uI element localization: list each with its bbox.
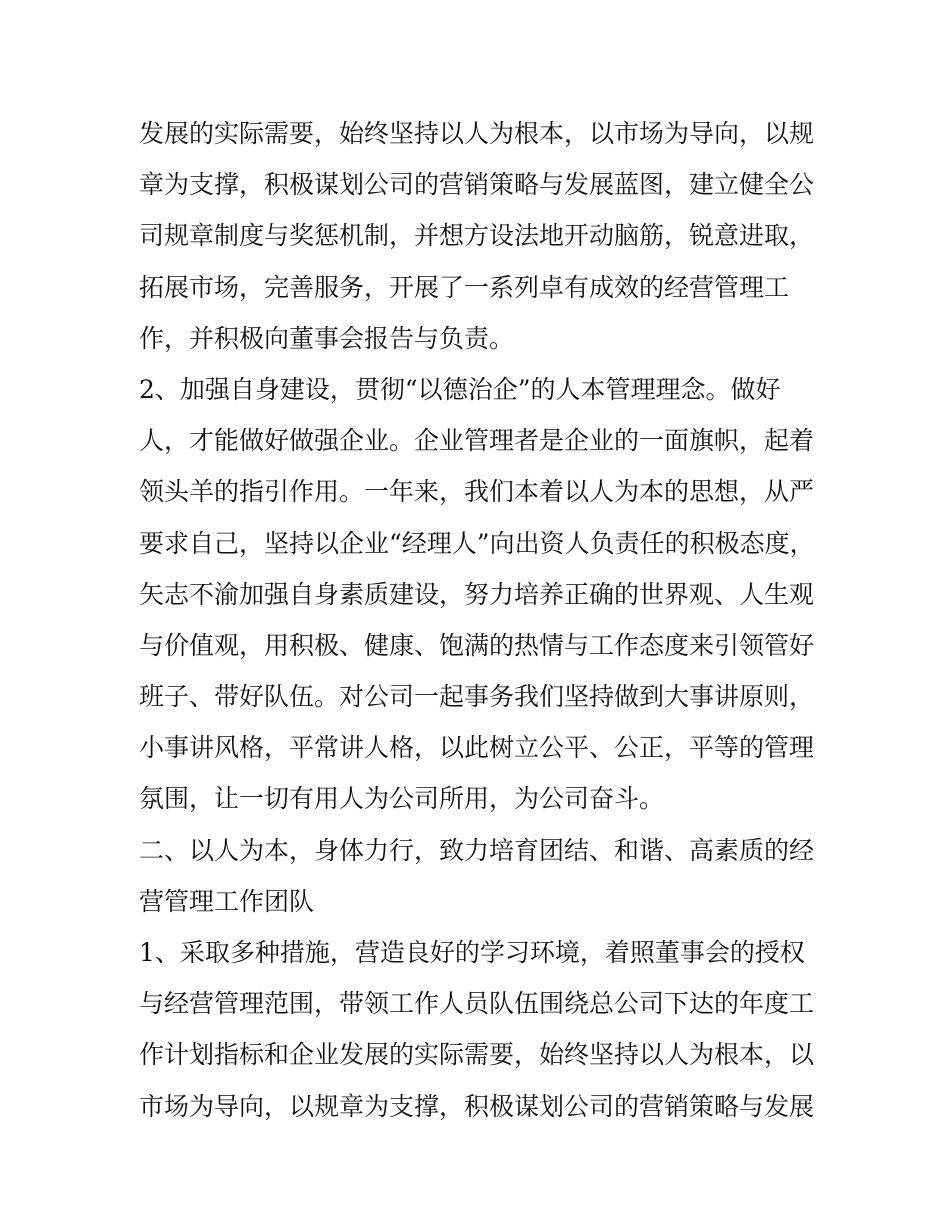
text-line: 矢志不渝加强自身素质建设，努力培养正确的世界观、人生观 bbox=[139, 579, 815, 609]
text-line: 与价值观，用积极、健康、饱满的热情与工作态度来引领管好 bbox=[139, 630, 815, 660]
text-line: 1、采取多种措施，营造良好的学习环境，着照董事会的授权 bbox=[139, 938, 805, 967]
text-line: 作，并积极向董事会报告与负责。 bbox=[139, 323, 515, 353]
text-line: 市场为导向，以规章为支撑，积极谋划公司的营销策略与发展 bbox=[139, 1091, 815, 1121]
text-line: 要求自己，坚持以企业“经理人”向出资人负责任的积极态度， bbox=[139, 528, 815, 558]
text-line: 作计划指标和企业发展的实际需要，始终坚持以人为根本，以 bbox=[139, 1040, 815, 1070]
text-line: 与经营管理范围，带领工作人员队伍围绕总公司下达的年度工 bbox=[139, 989, 815, 1019]
text-line: 2、加强自身建设，贯彻“以德治企”的人本管理理念。做好 bbox=[139, 374, 781, 404]
text-line: 司规章制度与奖惩机制，并想方设法地开动脑筋，锐意进取， bbox=[139, 221, 815, 251]
text-line: 二、以人为本，身体力行，致力培育团结、和谐、高素质的经 bbox=[139, 835, 815, 865]
text-line: 小事讲风格，平常讲人格，以此树立公平、公正，平等的管理 bbox=[139, 733, 815, 763]
text-line: 班子、带好队伍。对公司一起事务我们坚持做到大事讲原则， bbox=[139, 682, 815, 712]
text-line: 人，才能做好做强企业。企业管理者是企业的一面旗帜，起着 bbox=[139, 426, 815, 456]
text-line: 发展的实际需要，始终坚持以人为根本，以市场为导向，以规 bbox=[139, 119, 815, 148]
text-line: 营管理工作团队 bbox=[139, 886, 315, 916]
document-body bbox=[139, 108, 829, 1132]
text-line: 拓展市场，完善服务，开展了一系列卓有成效的经营管理工 bbox=[139, 272, 790, 302]
text-line: 章为支撑，积极谋划公司的营销策略与发展蓝图，建立健全公 bbox=[139, 170, 815, 200]
text-line: 领头羊的指引作用。一年来，我们本着以人为本的思想，从严 bbox=[139, 477, 815, 507]
text-line: 氛围，让一切有用人为公司所用，为公司奋斗。 bbox=[139, 784, 665, 814]
